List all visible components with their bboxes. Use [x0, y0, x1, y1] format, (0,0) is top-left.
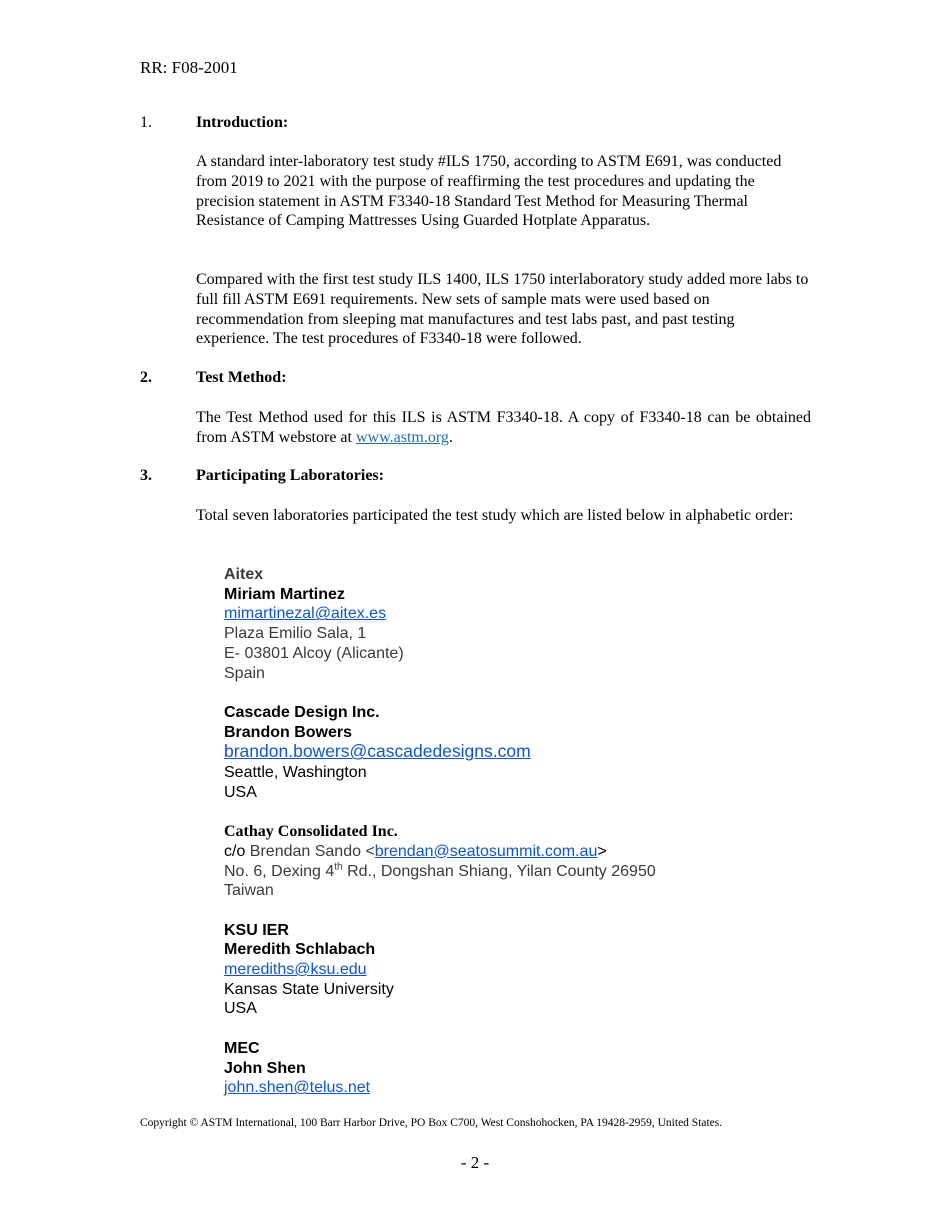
- laboratory-list: [224, 565, 656, 1118]
- lab-contact: Brendan Sando <: [245, 842, 375, 860]
- lab-country: USA: [224, 1000, 257, 1018]
- labs-intro-paragraph: Total seven laboratories participated the test study which are listed below in alphabetic order:: [196, 507, 794, 524]
- section-2-title: Test Method:: [196, 369, 287, 386]
- lab-contact: Meredith Schlabach: [224, 941, 376, 959]
- lab-address: [224, 862, 656, 882]
- lab-name: Cascade Design Inc.: [224, 703, 380, 721]
- intro-paragraph-1: A standard inter-laboratory test study #ILS 1750, according to ASTM E691, was conducted from 2019 to 2021 with the purpose of reaffirming the test procedures and updating the precision statement in ASTM F3340-18 Standard Test Method for Measuring Thermal Resistance of Camping Mattresses Using Guarded Hotplate Apparatus.: [196, 153, 782, 230]
- lab-name: Aitex: [224, 566, 264, 583]
- test-method-paragraph: [196, 408, 811, 448]
- lab-email-link[interactable]: john.shen@telus.net: [224, 1079, 371, 1097]
- lab-entry-mec: [224, 1039, 656, 1098]
- lab-address-line-1: Plaza Emilio Sala, 1: [224, 625, 367, 643]
- lab-contact: Miriam Martinez: [224, 585, 345, 603]
- section-1-title: Introduction:: [196, 114, 289, 131]
- report-header: RR: F08-2001: [140, 58, 238, 77]
- lab-name: MEC: [224, 1039, 260, 1057]
- lab-country: Taiwan: [224, 882, 274, 900]
- section-3-title: Participating Laboratories:: [196, 467, 384, 484]
- lab-email-link[interactable]: merediths@ksu.edu: [224, 961, 367, 979]
- lab-entry-cascade: [224, 703, 656, 803]
- test-method-text: The Test Method used for this ILS is ASTM F3340-18. A copy of F3340-18 can be obtained from ASTM webstore at: [196, 409, 811, 446]
- lab-name: KSU IER: [224, 921, 289, 939]
- care-of-label: c/o: [224, 842, 246, 860]
- lab-entry-cathay: [224, 822, 656, 901]
- section-3-number: 3.: [140, 467, 152, 484]
- lab-entry-aitex: [224, 565, 656, 683]
- contact-suffix: >: [597, 842, 607, 860]
- intro-paragraph-2: Compared with the first test study ILS 1400, ILS 1750 interlaboratory study added more labs to full fill ASTM E691 requirements. New sets of sample mats were used based on recommendation from sleeping mat manufactures and test labs past, and past testing experience. The test procedures of F3340-18 were followed.: [196, 271, 809, 348]
- lab-contact-line: [224, 842, 656, 862]
- lab-contact: Brandon Bowers: [224, 723, 353, 741]
- lab-country: Spain: [224, 664, 265, 682]
- copyright-footer: Copyright © ASTM International, 100 Barr Harbor Drive, PO Box C700, West Conshohocken, PA 19428-2959, United States.: [140, 1117, 723, 1129]
- address-end: Rd., Dongshan Shiang, Yilan County 26950: [342, 862, 656, 880]
- section-1-number: 1.: [140, 114, 152, 131]
- address-start: No. 6, Dexing 4: [224, 862, 335, 880]
- lab-email-link[interactable]: mimartinezal@aitex.es: [224, 605, 387, 623]
- lab-institution: Kansas State University: [224, 980, 394, 998]
- astm-website-link[interactable]: www.astm.org: [355, 428, 449, 446]
- lab-address-line-2: E- 03801 Alcoy (Alicante): [224, 644, 404, 662]
- test-method-end: .: [448, 428, 453, 446]
- lab-city: Seattle, Washington: [224, 764, 367, 782]
- lab-name: Cathay Consolidated Inc.: [224, 823, 398, 841]
- lab-contact: John Shen: [224, 1059, 306, 1077]
- section-2-number: 2.: [140, 369, 152, 386]
- lab-email-link[interactable]: brandon.bowers@cascadedesigns.com: [224, 741, 531, 762]
- page-number: - 2 -: [460, 1153, 490, 1172]
- lab-country: USA: [224, 783, 257, 801]
- lab-email-link[interactable]: brendan@seatosummit.com.au: [374, 842, 598, 860]
- lab-entry-ksu: [224, 921, 656, 1020]
- ordinal-suffix: th: [334, 861, 343, 873]
